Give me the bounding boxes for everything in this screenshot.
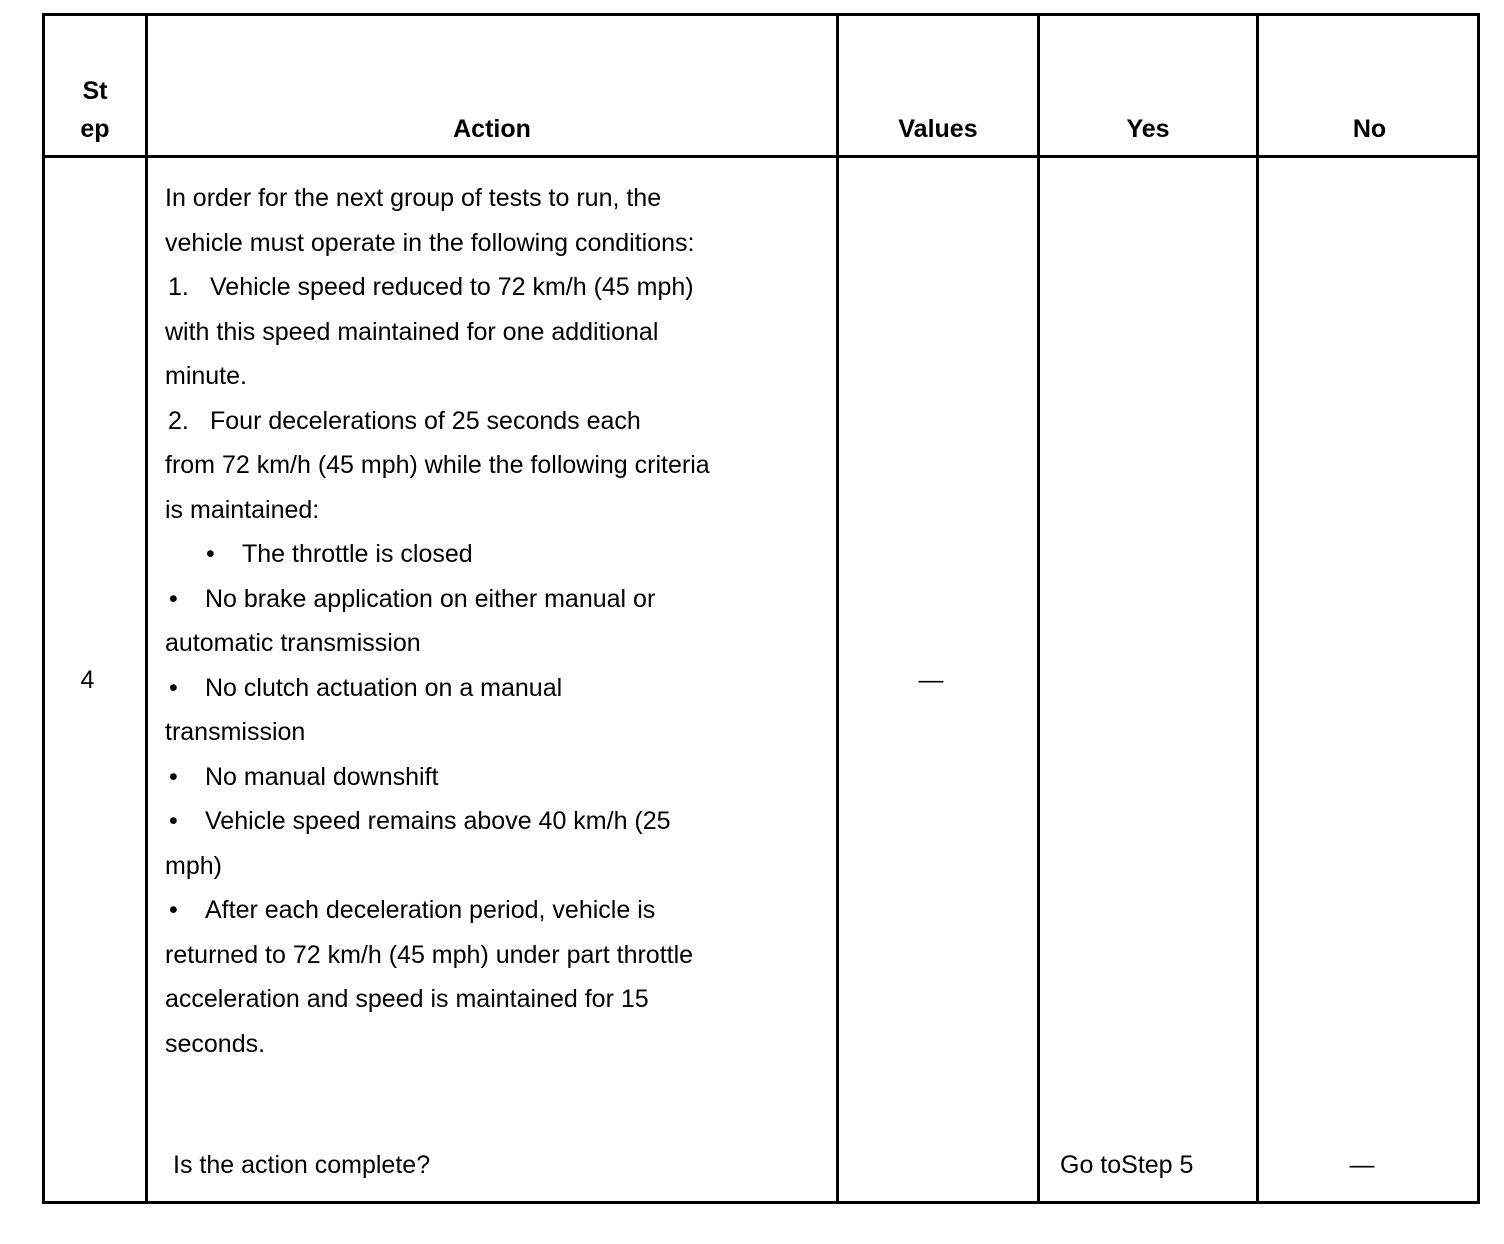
action-line-text: After each deceleration period, vehicle is xyxy=(205,896,656,924)
header-yes: Yes xyxy=(1126,115,1170,143)
action-line xyxy=(165,176,805,221)
header-no: No xyxy=(1352,115,1387,143)
action-line xyxy=(165,354,805,399)
action-line-text: from 72 km/h (45 mph) while the following criteria xyxy=(165,451,710,479)
action-line-text: Vehicle speed remains above 40 km/h (25 xyxy=(205,807,671,835)
action-line xyxy=(165,488,805,533)
action-question: Is the action complete? xyxy=(173,1151,431,1179)
action-line-text: is maintained: xyxy=(165,495,320,524)
column-divider xyxy=(836,16,839,1201)
action-line xyxy=(165,399,805,444)
action-line-text: transmission xyxy=(165,718,306,746)
header-action: Action xyxy=(453,115,531,143)
action-line-text: No brake application on either manual or xyxy=(205,584,656,613)
bullet-marker: • xyxy=(206,540,215,568)
header-step-line1: St xyxy=(82,77,108,105)
action-line-text: No manual downshift xyxy=(205,762,439,791)
header-step-line2: ep xyxy=(80,115,110,143)
action-line xyxy=(165,310,805,355)
column-divider xyxy=(1037,16,1040,1201)
action-line-text: returned to 72 km/h (45 mph) under part throttle xyxy=(165,940,694,969)
bullet-marker: • xyxy=(169,673,178,702)
column-divider xyxy=(1256,16,1259,1201)
column-divider xyxy=(145,16,148,1201)
action-line-text: with this speed maintained for one additional xyxy=(165,317,659,346)
action-line xyxy=(165,621,805,666)
action-line-text: mph) xyxy=(165,851,222,880)
action-line xyxy=(165,577,805,622)
action-line-text: automatic transmission xyxy=(165,629,421,657)
action-text xyxy=(165,176,805,1066)
action-line xyxy=(165,443,805,488)
action-line xyxy=(165,977,805,1022)
no-cell: — xyxy=(1349,1151,1375,1179)
action-line xyxy=(165,710,805,755)
action-line-text: vehicle must operate in the following conditions: xyxy=(165,228,695,257)
bullet-marker: • xyxy=(169,807,178,835)
step-number: 4 xyxy=(80,666,95,694)
action-line xyxy=(165,844,805,889)
action-line-text: The throttle is closed xyxy=(242,540,473,568)
action-line xyxy=(165,532,805,577)
action-line xyxy=(165,933,805,978)
header-step xyxy=(45,72,145,148)
bullet-marker: • xyxy=(169,896,178,924)
list-number: 2. xyxy=(168,406,189,435)
list-number: 1. xyxy=(168,273,189,301)
action-line-text: Vehicle speed reduced to 72 km/h (45 mph) xyxy=(210,273,694,301)
action-line xyxy=(165,888,805,933)
action-line-text: Four decelerations of 25 seconds each xyxy=(210,406,641,435)
action-line xyxy=(165,666,805,711)
action-line-text: seconds. xyxy=(165,1029,266,1058)
bullet-marker: • xyxy=(169,584,178,613)
header-values: Values xyxy=(898,115,978,143)
action-line xyxy=(165,1022,805,1067)
action-line-text: acceleration and speed is maintained for 15 xyxy=(165,985,649,1013)
action-line xyxy=(165,799,805,844)
action-line-text: minute. xyxy=(165,362,247,390)
action-line xyxy=(165,221,805,266)
diagnostic-table xyxy=(42,13,1480,1204)
action-line-text: No clutch actuation on a manual xyxy=(205,673,563,702)
values-cell: — xyxy=(918,666,944,694)
bullet-marker: • xyxy=(169,762,178,791)
header-divider xyxy=(45,155,1477,158)
action-line-text: In order for the next group of tests to run, the xyxy=(165,184,662,212)
action-line xyxy=(165,755,805,800)
yes-cell: Go toStep 5 xyxy=(1060,1151,1194,1179)
action-line xyxy=(165,265,805,310)
